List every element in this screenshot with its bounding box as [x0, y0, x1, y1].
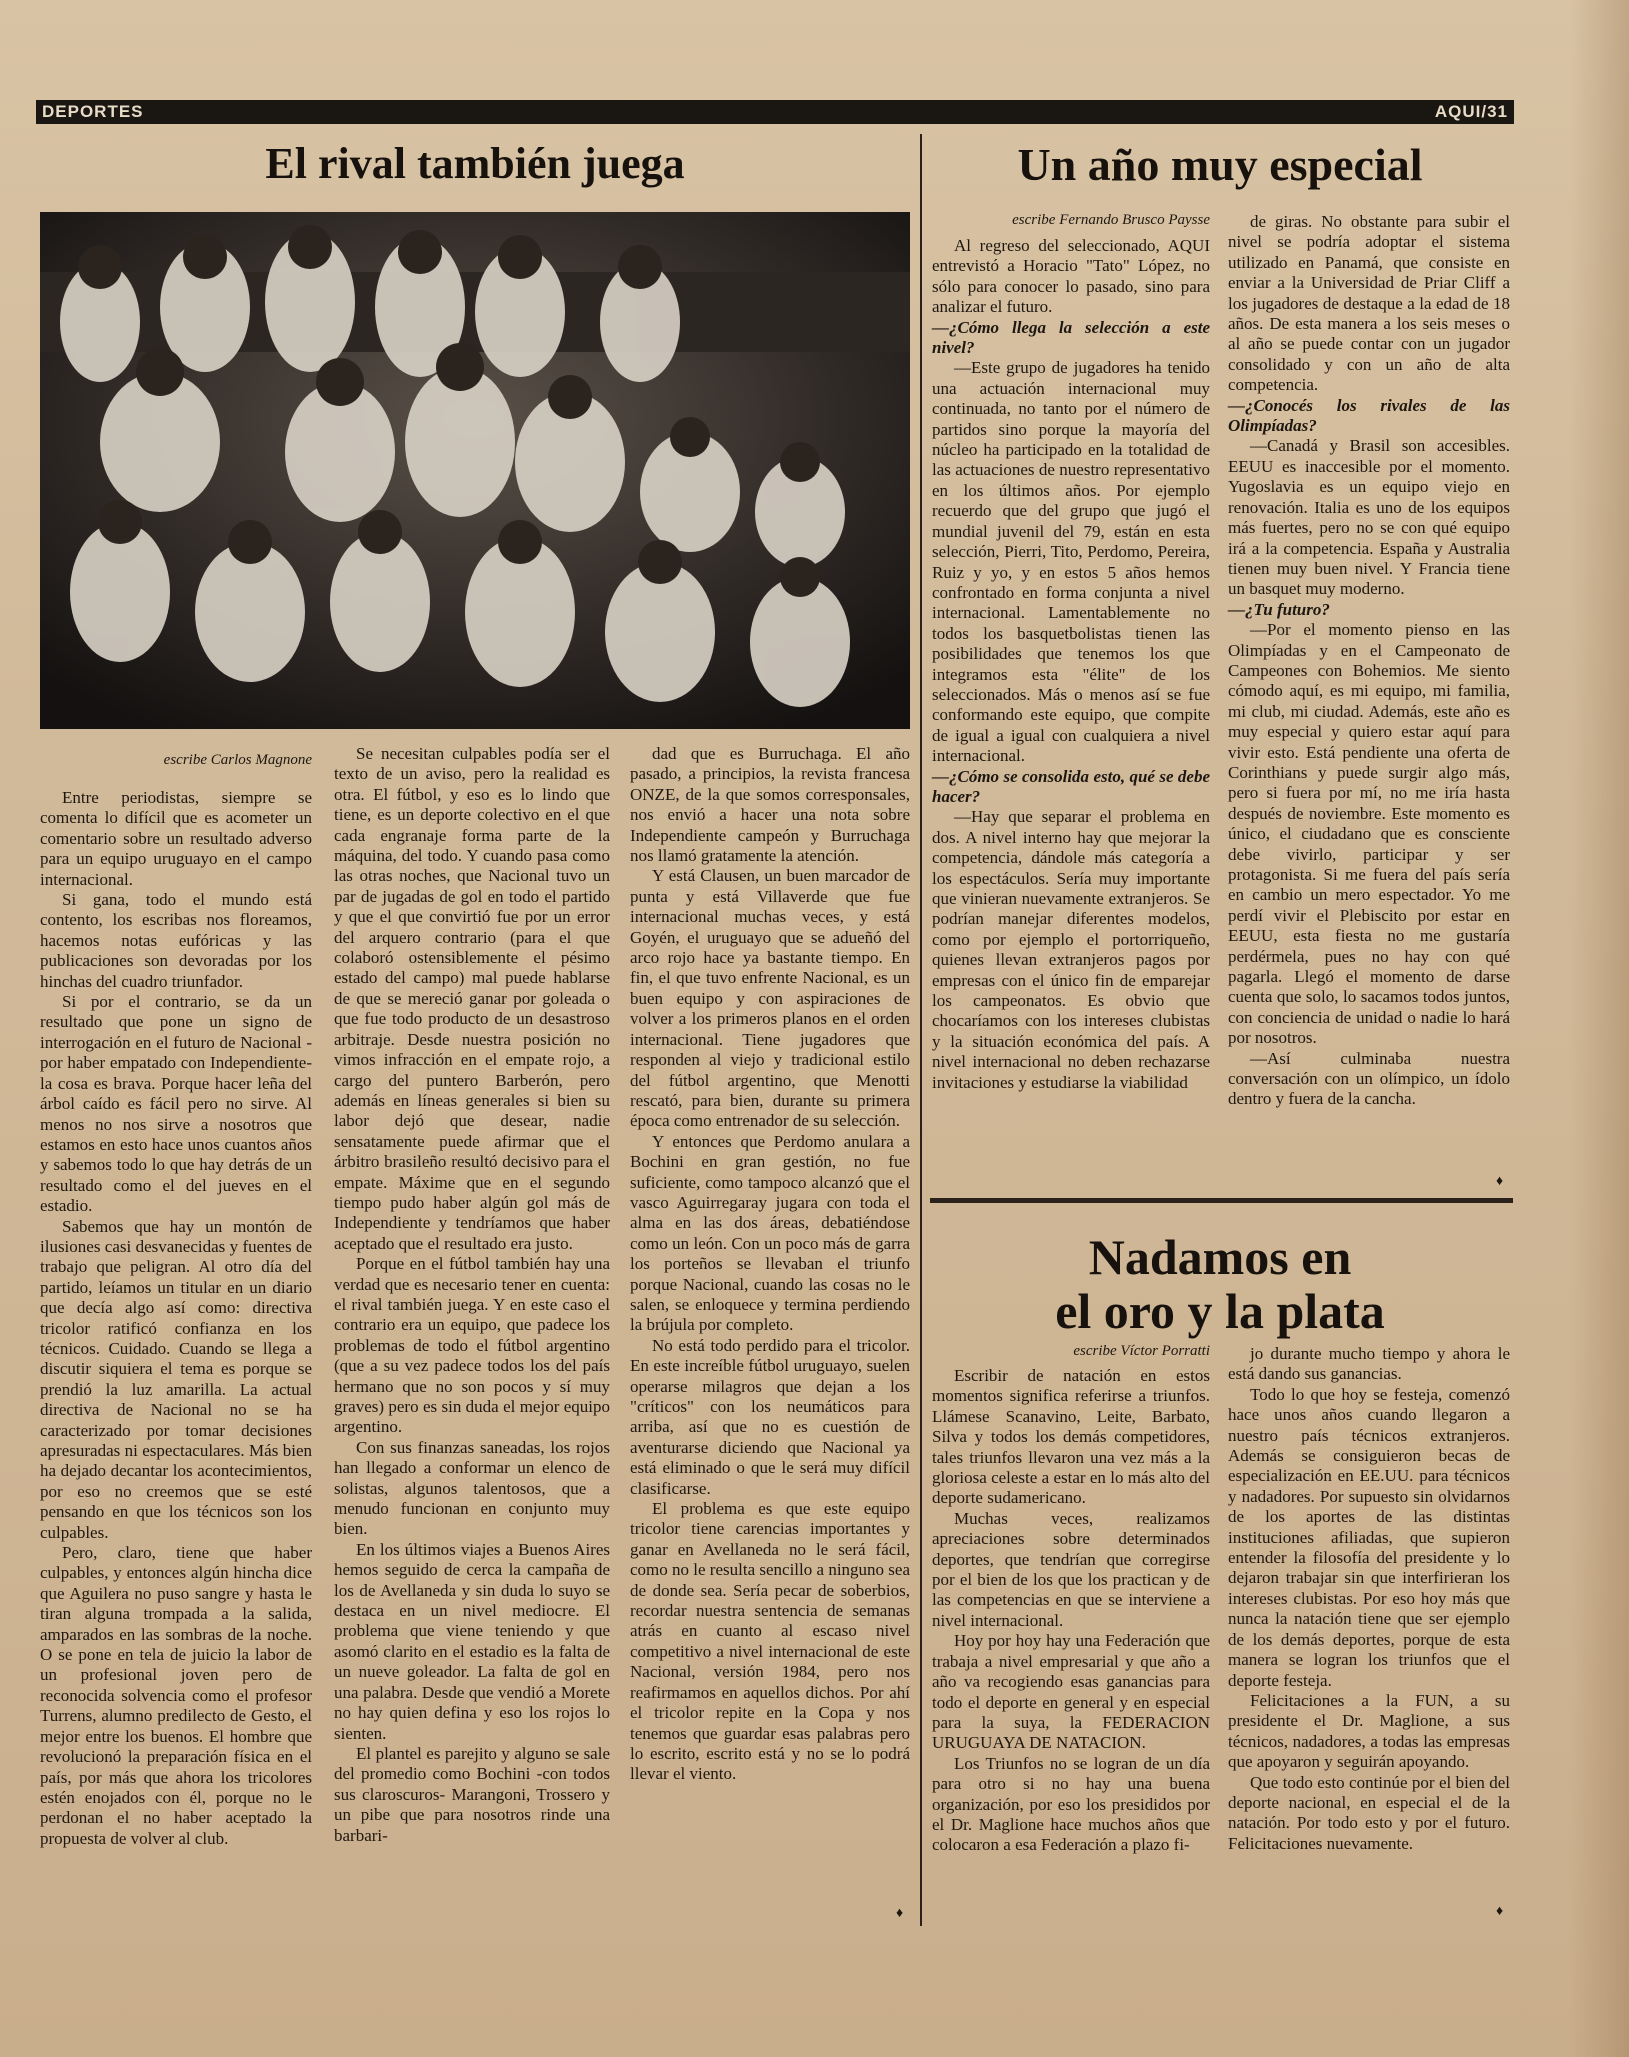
- headline-line: Nadamos en: [1088, 1229, 1352, 1285]
- interview-question: —¿Conocés los rivales de las Olimpíadas?: [1228, 395, 1510, 436]
- paragraph: No está todo perdido para el tricolor. En este increíble fútbol uruguayo, suelen operarse milagros que dejan a los "críticos" con los neumáticos para arriba, así que no es cuestión de aventurarse diciendo que Nacional ya está eliminado o que le será muy difícil clasificarse.: [630, 1335, 910, 1498]
- page-number: AQUI/31: [1434, 102, 1508, 121]
- paragraph: Si por el contrario, se da un resultado que pone un signo de interrogación en el futuro de Nacional -por haber empatado con Independiente- la cosa es brava. Porque hacer leña del árbol caído es fácil pero no sirve. Al menos no nos sirve a nosotros que estamos en esto hace unos cuantos años y sabemos todo lo que hay detrás de un resultado como el del jueves en el estadio.: [40, 992, 312, 1216]
- interview-question: —¿Cómo llega la selección a este nivel?: [932, 317, 1210, 358]
- article1-column-3: [630, 744, 910, 1785]
- article3-column-2: [1228, 1344, 1510, 1854]
- paragraph: Porque en el fútbol también hay una verdad que es necesario tener en cuenta: el rival también juega. Y en este caso el contrario era un equipo, que padece los problemas de todo el fútbol argentino (que a su vez padece todos los del país hermano que no son pocos y sí muy graves) pero es sin duda el mejor equipo argentino.: [334, 1254, 610, 1437]
- section-name: DEPORTES: [42, 102, 144, 121]
- article1-column-2: [334, 744, 610, 1846]
- article2-column-2: [1228, 212, 1510, 1110]
- end-mark: ♦: [1496, 1904, 1504, 1919]
- end-mark: ♦: [1496, 1174, 1504, 1189]
- section-header-bar: [36, 100, 1514, 124]
- paragraph: —Así culminaba nuestra conversación con un olímpico, un ídolo dentro y fuera de la cancha.: [1228, 1048, 1510, 1109]
- paragraph: Que todo esto continúe por el bien del deporte nacional, en especial el de la natación. Por todo esto y por el futuro. Felicitaciones nuevamente.: [1228, 1772, 1510, 1853]
- byline-victor-porratti: escribe Víctor Porratti: [1073, 1343, 1210, 1359]
- paragraph: Todo lo que hoy se festeja, comenzó hace unos años cuando llegaron a nuestro país técnicos extranjeros. Además se consiguieron becas de especialización en EE.UU. para técnicos y nadadores. Por supuesto sin olvidarnos de los aportes de las distintas instituciones afiliadas, que supieron entender la filosofía del presidente y lo dejaron trabajar sin que interfirieran los intereses clubistas. Por eso hoy más que nunca la natación tiene que ser ejemplo de los demás deportes, porque de esta manera se logran los triunfos que el deporte festeja.: [1228, 1384, 1510, 1690]
- column-divider: [920, 134, 922, 1926]
- end-mark: ♦: [896, 1906, 904, 1921]
- paragraph: Escribir de natación en estos momentos significa referirse a triunfos. Llámese Scanavino, Leite, Barbato, Silva y todos los demás competidores, tales triunfos llevaron una vez más a la gloriosa celeste a estar en lo más alto del deporte sudamericano.: [932, 1366, 1210, 1508]
- headline-line: el oro y la plata: [1055, 1283, 1385, 1339]
- paragraph: Los Triunfos no se logran de un día para otro si no hay una buena organización, por eso los presididos por el Dr. Maglione hace muchos años que colocaron a esa Federación a plazo fi-: [932, 1753, 1210, 1855]
- article2-column-1: [932, 236, 1210, 1093]
- paragraph: Al regreso del seleccionado, AQUI entrevistó a Horacio "Tato" López, no sólo para conocer lo pasado, sino para analizar el futuro.: [932, 236, 1210, 317]
- byline-carlos-magnone: escribe Carlos Magnone: [163, 752, 312, 768]
- paragraph: Con sus finanzas saneadas, los rojos han llegado a conformar un elenco de solistas, algunos talentosos, que a menudo funcionan en conjunto muy bien.: [334, 1437, 610, 1539]
- article-separator-rule: [930, 1198, 1513, 1203]
- byline-fernando-brusco: escribe Fernando Brusco Paysse: [1012, 212, 1210, 228]
- paragraph: El problema es que este equipo tricolor tiene carencias importantes y ganar en Avellaneda no le será fácil, como no le resulta sencillo a ninguno sea de donde sea. Sería pecar de soberbios, recordar nuestra sentencia de semanas atrás en cuanto al escaso nivel competitivo a nivel internacional de este Nacional, versión 1984, pero nos reafirmamos en aquellos dichos. Por ahí el tricolor repite en la Copa y nos tenemos que guardar esas palabras pero lo escrito, escrito está y no se lo podrá llevar el viento.: [630, 1499, 910, 1784]
- paragraph: Sabemos que hay un montón de ilusiones casi desvanecidas y fuentes de trabajo que peligran. Al otro día del partido, leíamos un titular en un diario que decía algo así como: directiva tricolor ratificó confianza en los técnicos. Cuidado. Cuando se llega a discutir siquiera el tema es porque se prendió la luz amarilla. La actual directiva de Nacional no se ha caracterizado por tomar decisiones apresuradas ni espectaculares. Más bien ha dejado decantar los acontecimientos, por eso no creemos que se esté pensando en que los técnicos son los culpables.: [40, 1216, 312, 1542]
- paragraph: El plantel es parejito y alguno se sale del promedio como Bochini -con todos sus claroscuros- Marangoni, Trossero y un pibe que para nosotros rinde una barbari-: [334, 1743, 610, 1845]
- article1-column-1: [40, 788, 312, 1849]
- paragraph: dad que es Burruchaga. El año pasado, a principios, la revista francesa ONZE, de la que somos corresponsales, nos envió a hacer una nota sobre Independiente campeón y Burruchaga nos llamó gratamente la atención.: [630, 744, 910, 866]
- paragraph: —Hay que separar el problema en dos. A nivel interno hay que mejorar la competencia, dándole más categoría a los espectáculos. Sería muy importante que vinieran nuevamente extranjeros. Se podrían manejar diferentes modelos, como por ejemplo el portorriqueño, quienes llevan extranjeros pagos por empresas con el único fin de emparejar los campeonatos. Es obvio que chocaríamos con los intereses clubistas y la situación económica del país. A nivel internacional no deben rechazarse invitaciones y estudiarse la viabilidad: [932, 807, 1210, 1092]
- paragraph: Si gana, todo el mundo está contento, los escribas nos floreamos, hacemos notas eufóricas y las publicaciones son devoradas por los hinchas del cuadro triunfador.: [40, 890, 312, 991]
- paragraph: —Por el momento pienso en las Olimpíadas y en el Campeonato de Campeones con Bohemios. Me siento cómodo aquí, es mi equipo, mi familia, mi club, mi ciudad. Además, este año es muy especial y quiero estar aquí para vivir esto. Está pendiente una oferta de Corinthians y puede surgir algo más, pero si fuera por mí, no me iría hasta después de noviembre. Este momento es único, el ciudadano que es consciente debe vivirlo, participar y ser protagonista. Si me fuera del país sería en cambio un mero espectador. Yo me perdí vivir el Plebiscito por estar en EEUU, esta fiesta no me gustaría perdérmela, pues no hay con qué pagarla. Llegó el momento de darse cuenta que solo, lo sacamos todos juntos, con conciencia de unidad o nadie lo hará por nosotros.: [1228, 620, 1510, 1048]
- paragraph: En los últimos viajes a Buenos Aires hemos seguido de cerca la campaña de los de Avellaneda y sin duda lo suyo se destaca en un nivel mediocre. El problema que viene teniendo y que asomó claritо en el estadio es la falta de un nueve goleador. La falta de gol en una palabra. Desde que vendió a Morete no hay quien defina y eso los rojos lo sienten.: [334, 1539, 610, 1743]
- paragraph: Y está Clausen, un buen marcador de punta y está Villaverde que fue internacional muchas veces, y está Goyén, el uruguayo que se adueñó del arco rojo hace ya bastante tiempo. En fin, el que tuvo enfrente Nacional, es un buen equipo y con aspiraciones de volver a los primeros planos en el orden internacional. Tiene jugadores que responden al viejo y tradicional estilo del fútbol argentino, que Menotti rescató, para bien, durante su primera época como entrenador de su selección.: [630, 866, 910, 1131]
- interview-question: —¿Tu futuro?: [1228, 599, 1330, 619]
- article3-column-1: [932, 1366, 1210, 1856]
- headline-el-rival: El rival también juega: [265, 139, 685, 188]
- paragraph: Se necesitan culpables podía ser el texto de un aviso, pero la realidad es otra. El fútbol, y eso es lo lindo que tiene, es un deporte colectivo en el que cada engranaje forma parte de la máquina, del todo. Y cuando pasa como las otras noches, que Nacional tuvo un par de jugadas de gol en todo el partido y que el que convirtió fue por un error del arquero contrario (para el que colaboró ostensiblemente el pésimo estado del campo) mal puede hablarse de que se mereció ganar por goleada o que fue todo producto de un desastroso arbitraje. Desde nuestra posición no vimos infracción en el empate rojo, a cargo del puntero Barberón, pero además en líneas generales si bien su labor dejó que desear, nadie sensatamente puede afirmar que el árbitro brasileño resultó decisivo para el empate. Máxime que en el segundo tiempo pudo haber algún gol más de Independiente y tendríamos que haber aceptado que el resultado era justo.: [334, 744, 610, 1253]
- interview-question: —¿Cómo se consolida esto, qué se debe hacer?: [932, 766, 1210, 806]
- paragraph: Y entonces que Perdomo anulara a Bochini en gran gestión, no fue suficiente, como tampoco alcanzó que el vasco Aguirregaray jugara con toda el alma en las dos áreas, debatiéndose como un león. Con un poco más de garra los porteños se llevaban el triunfo porque Nacional, cuando las cosas no le salen, se enloquece y termina perdiendo la brújula por completo.: [630, 1131, 910, 1335]
- paragraph: de giras. No obstante para subir el nivel se podría adoptar el sistema utilizado en Panamá, que consiste en enviar a la Universidad de Priar Cliff a los jugadores de destaque a la edad de 18 años. De esta manera a los seis meses o al año se puede contar con un jugador consolidado y con un año de alta competencia.: [1228, 212, 1510, 395]
- paragraph: —Este grupo de jugadores ha tenido una actuación internacional muy continuada, no tanto por el número de partidos sino porque la mayoría del núcleo ha participado en la totalidad de las actuaciones de nuestro representativo en los últimos años. Por ejemplo recuerdo que del grupo que jugó el mundial juvenil del 79, están en esta selección, Pierri, Tito, Perdomo, Pereira, Ruiz y yo, y en estos 5 años hemos confrontado en forma conjunta a nivel internacional. Lamentablemente no todos los basquetbolistas tienen las posibilidades que tenemos los que integramos esta "élite" de los seleccionados. Más o menos así se fue conformando este equipo, que compite de igual a igual con cualquiera a nivel internacional.: [932, 358, 1210, 766]
- team-photo: [40, 212, 910, 729]
- paragraph: Entre periodistas, siempre se comenta lo difícil que es acometer un comentario sobre un resultado adverso para un equipo uruguayo en el campo internacional.: [40, 788, 312, 889]
- paragraph: Felicitaciones a la FUN, a su presidente el Dr. Maglione, a sus técnicos, nadadores, a todas las empresas que apoyaron y seguirán apoyando.: [1228, 1690, 1510, 1772]
- headline-nadamos-en-el-oro: [930, 1230, 1510, 1338]
- headline-un-ano-muy-especial: Un año muy especial: [1017, 139, 1423, 190]
- paragraph: Hoy por hoy hay una Federación que trabaja a nivel empresarial y que año a año va recogiendo esas ganancias para todo el deporte en general y en especial para la suya, la FEDERACION URUGUAYA DE NATACION.: [932, 1631, 1210, 1753]
- paragraph: jo durante mucho tiempo y ahora le está dando sus ganancias.: [1228, 1344, 1510, 1384]
- paragraph: Muchas veces, realizamos apreciaciones sobre determinados deportes, que tendrían que corregirse por el bien de los que los practican y de las competencias en que se interviene a nivel internacional.: [932, 1508, 1210, 1630]
- paragraph: —Canadá y Brasil son accesibles. EEUU es inaccesible por el momento. Yugoslavia es un equipo viejo en renovación. Italia es uno de los equipos más fuertes, pero no se con qué equipo irá a la competencia. España y Australia tienen muy buen nivel. Y Francia tiene un basquet muy moderno.: [1228, 436, 1510, 599]
- paragraph: Pero, claro, tiene que haber culpables, y entonces algún hincha dice que Aguilera no puso sangre y hasta le tiran alguna trompada a la salida, amparados en las sombras de la noche. O se pone en tela de juicio la labor de un profesional joven pero de reconocida solvencia como el profesor Turrens, alumno predilecto de Gesto, el mejor entre los buenos. El hombre que revolucionó la preparación física en el país, por más que ahora los tricolores estén enojados con él, porque no le perdonan el no haber aceptado la propuesta de volver al club.: [40, 1543, 312, 1848]
